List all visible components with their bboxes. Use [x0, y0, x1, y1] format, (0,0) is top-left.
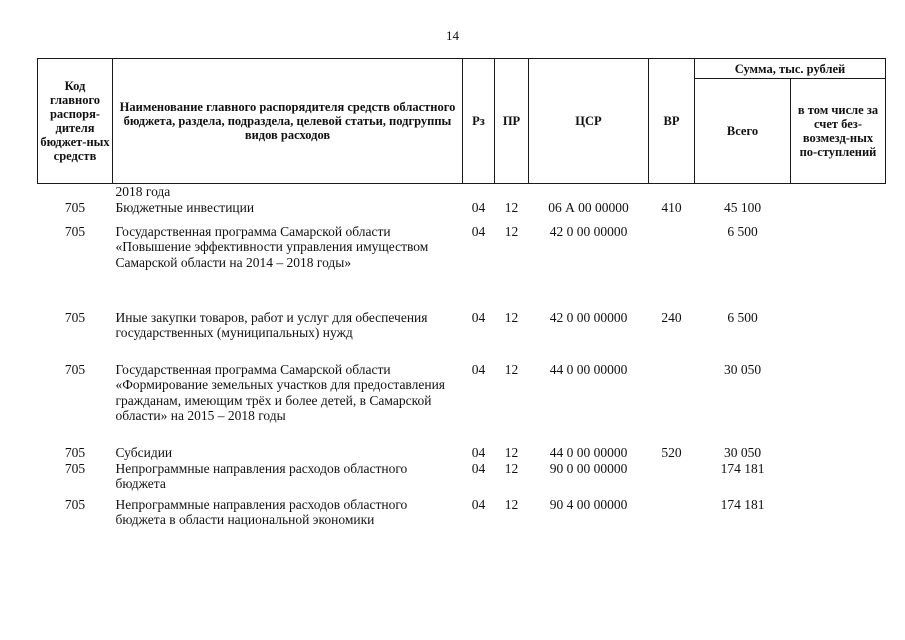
cell-vr: 520 — [661, 444, 682, 460]
cell-rz: 04 — [471, 496, 486, 512]
cell-rz: 04 — [471, 199, 486, 215]
cell-gratuitous — [791, 224, 886, 310]
cell-code: 705 — [64, 496, 86, 512]
cell-gratuitous — [791, 497, 886, 529]
cell-vr: 410 — [661, 199, 682, 215]
cell-total: 174 181 — [720, 496, 765, 512]
cell-code: 705 — [64, 361, 86, 377]
cell-name: Непрограммные направления расходов областного бюджета — [115, 460, 408, 491]
cell-rz: 04 — [471, 460, 486, 476]
table-row — [38, 224, 886, 310]
cell-code: 705 — [64, 460, 86, 476]
cell-vr — [649, 362, 695, 445]
cell-gratuitous — [791, 362, 886, 445]
cell-pr — [495, 184, 529, 200]
cell-code: 705 — [64, 199, 86, 215]
cell-total: 45 100 — [723, 199, 762, 215]
cell-total: 30 050 — [723, 361, 762, 377]
cell-pr: 12 — [504, 223, 519, 239]
cell-total: 30 050 — [723, 444, 762, 460]
table-row — [38, 310, 886, 362]
cell-total: 6 500 — [727, 309, 758, 325]
budget-table — [37, 58, 886, 529]
cell-gratuitous — [791, 184, 886, 200]
cell-pr: 12 — [504, 444, 519, 460]
table-row — [38, 200, 886, 224]
cell-gratuitous — [791, 445, 886, 461]
header-gratuitous: в том числе за счет без-возмезд-ных по-ступлений — [791, 79, 886, 184]
cell-csr: 44 0 00 00000 — [549, 444, 628, 460]
cell-total: 174 181 — [720, 460, 765, 476]
cell-total — [695, 184, 791, 200]
header-code: Код главного распоря-дителя бюджет-ных средств — [38, 59, 113, 184]
cell-vr — [649, 461, 695, 497]
cell-name: Иные закупки товаров, работ и услуг для обеспечения государственных (муниципальных) нужд — [115, 309, 428, 340]
header-name: Наименование главного распорядителя средств областного бюджета, раздела, подраздела, целевой статьи, подгруппы видов расходов — [113, 59, 463, 184]
page-number: 14 — [446, 28, 459, 43]
cell-code: 705 — [64, 444, 86, 460]
cell-vr — [649, 184, 695, 200]
table-row — [38, 461, 886, 497]
cell-rz: 04 — [471, 444, 486, 460]
cell-gratuitous — [791, 200, 886, 224]
cell-pr: 12 — [504, 361, 519, 377]
header-pr: ПР — [495, 59, 529, 184]
cell-csr: 44 0 00 00000 — [549, 361, 628, 377]
cell-code: 705 — [64, 309, 86, 325]
cell-name: Государственная программа Самарской области «Формирование земельных участков для предоставления гражданам, имеющим трёх и более детей, в Самарской области» на 2015 – 2018 годы — [115, 361, 446, 423]
cell-vr — [649, 497, 695, 529]
cell-vr: 240 — [661, 309, 682, 325]
header-sum: Сумма, тыс. рублей — [695, 59, 886, 79]
cell-vr — [649, 224, 695, 310]
cell-csr: 90 0 00 00000 — [549, 460, 628, 476]
cell-csr: 06 А 00 00000 — [548, 199, 629, 215]
cell-csr: 42 0 00 00000 — [549, 309, 628, 325]
cell-rz: 04 — [471, 309, 486, 325]
header-vr: ВР — [649, 59, 695, 184]
cell-rz — [463, 184, 495, 200]
cell-csr: 42 0 00 00000 — [549, 223, 628, 239]
table-row — [38, 497, 886, 529]
table-row — [38, 445, 886, 461]
header-total: Всего — [695, 79, 791, 184]
cell-code: 705 — [64, 223, 86, 239]
cell-name: Непрограммные направления расходов областного бюджета в области национальной экономики — [115, 496, 408, 527]
cell-name: Субсидии — [115, 444, 173, 460]
cell-name: 2018 года — [115, 184, 171, 199]
cell-pr: 12 — [504, 460, 519, 476]
table-row — [38, 362, 886, 445]
cell-gratuitous — [791, 461, 886, 497]
cell-pr: 12 — [504, 309, 519, 325]
header-csr: ЦСР — [529, 59, 649, 184]
cell-pr: 12 — [504, 199, 519, 215]
cell-name: Государственная программа Самарской области «Повышение эффективности управления имуществом Самарской области на 2014 – 2018 годы» — [115, 223, 429, 270]
cell-csr — [529, 184, 649, 200]
table-header — [38, 59, 886, 184]
cell-rz: 04 — [471, 361, 486, 377]
cell-total: 6 500 — [727, 223, 758, 239]
cell-pr: 12 — [504, 496, 519, 512]
cell-code — [38, 184, 113, 200]
table-row — [38, 184, 886, 200]
header-rz: Рз — [463, 59, 495, 184]
cell-name: Бюджетные инвестиции — [115, 199, 255, 215]
cell-csr: 90 4 00 00000 — [549, 496, 628, 512]
cell-gratuitous — [791, 310, 886, 362]
cell-rz: 04 — [471, 223, 486, 239]
